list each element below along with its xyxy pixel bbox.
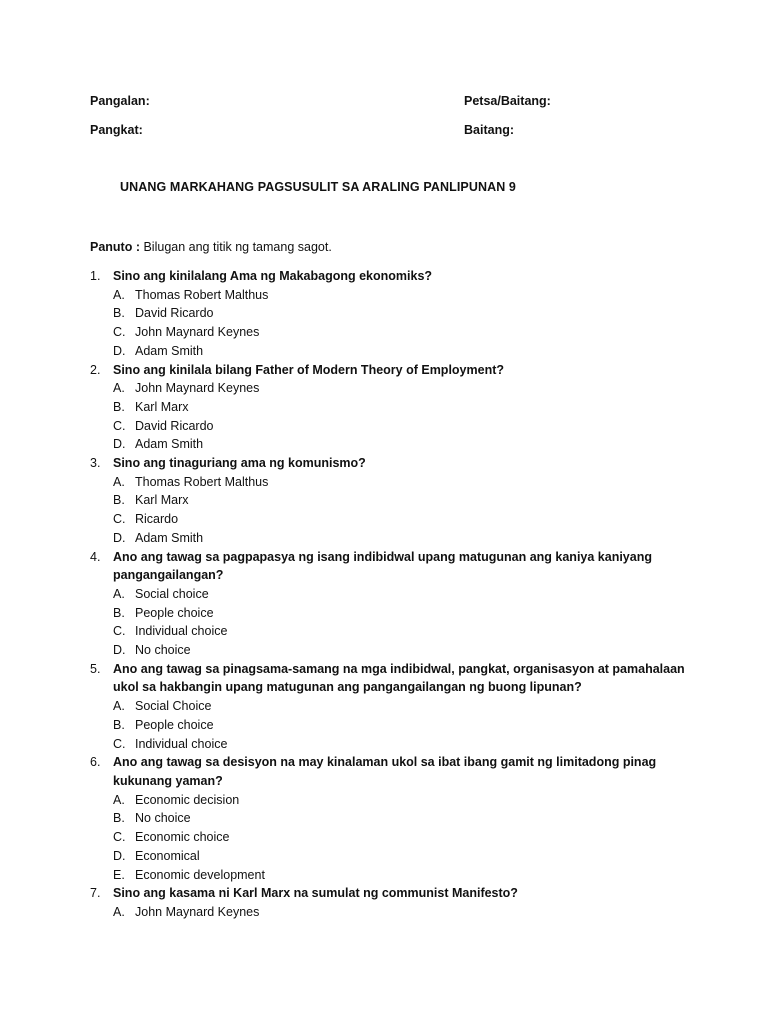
question-text: Ano ang tawag sa pagpapasya ng isang indibidwal upang matugunan ang kaniya kaniyang pangangailangan? <box>113 549 652 583</box>
header-row-1 <box>90 94 690 112</box>
question-text: Sino ang tinaguriang ama ng komunismo? <box>113 456 366 471</box>
question-number: 6. <box>90 755 101 770</box>
answer-choice <box>90 791 690 810</box>
choice-text: John Maynard Keynes <box>135 904 260 919</box>
choice-text: No choice <box>135 811 191 826</box>
instructions-text: Bilugan ang titik ng tamang sagot. <box>140 240 332 254</box>
choice-text: David Ricardo <box>135 306 214 321</box>
question-number: 2. <box>90 362 101 377</box>
question-number: 4. <box>90 549 101 564</box>
choice-letter: D. <box>113 437 126 452</box>
choice-letter: C. <box>113 830 126 845</box>
choice-text: No choice <box>135 643 191 658</box>
question-text: Sino ang kasama ni Karl Marx na sumulat ng communist Manifesto? <box>113 886 518 901</box>
exam-title: UNANG MARKAHANG PAGSUSULIT SA ARALING PANLIPUNAN 9 <box>120 180 516 194</box>
answer-choice <box>90 435 690 454</box>
choice-text: Economic choice <box>135 830 230 845</box>
choice-letter: A. <box>113 287 125 302</box>
question-item <box>90 884 690 903</box>
choice-text: People choice <box>135 605 214 620</box>
choice-text: Thomas Robert Malthus <box>135 474 269 489</box>
choice-letter: A. <box>113 699 125 714</box>
question-item <box>90 361 690 380</box>
answer-choice <box>90 286 690 305</box>
choice-list <box>90 791 690 885</box>
choice-text: Social Choice <box>135 699 212 714</box>
choice-letter: B. <box>113 493 125 508</box>
answer-choice <box>90 529 690 548</box>
question-number: 3. <box>90 456 101 471</box>
answer-choice <box>90 379 690 398</box>
choice-text: Social choice <box>135 586 209 601</box>
choice-text: People choice <box>135 717 214 732</box>
choice-text: Individual choice <box>135 736 228 751</box>
choice-letter: A. <box>113 474 125 489</box>
question-text: Ano ang tawag sa pinagsama-samang na mga indibidwal, pangkat, organisasyon at pamahalaan ukol sa hakbangin upang matugunan ang pangangailangan ng buong lipunan? <box>113 661 685 695</box>
choice-letter: A. <box>113 586 125 601</box>
answer-choice <box>90 809 690 828</box>
choice-letter: A. <box>113 381 125 396</box>
choice-text: John Maynard Keynes <box>135 325 260 340</box>
question-text: Ano ang tawag sa desisyon na may kinalaman ukol sa ibat ibang gamit ng limitadong pinag kukunang yaman? <box>113 755 657 788</box>
answer-choice <box>90 323 690 342</box>
question-item <box>90 454 690 473</box>
answer-choice <box>90 398 690 417</box>
choice-letter: D. <box>113 643 126 658</box>
choice-text: Karl Marx <box>135 399 189 414</box>
choice-text: Individual choice <box>135 624 228 639</box>
choice-list <box>90 697 690 753</box>
answer-choice <box>90 417 690 436</box>
answer-choice <box>90 510 690 529</box>
choice-letter: D. <box>113 343 126 358</box>
choice-letter: B. <box>113 306 125 321</box>
choice-text: Karl Marx <box>135 493 189 508</box>
choice-letter: C. <box>113 736 126 751</box>
answer-choice <box>90 847 690 866</box>
choice-letter: B. <box>113 717 125 732</box>
choice-letter: D. <box>113 848 126 863</box>
choice-text: Adam Smith <box>135 530 204 545</box>
question-item <box>90 660 690 697</box>
instructions <box>90 240 332 254</box>
choice-letter: C. <box>113 512 126 527</box>
choice-text: Adam Smith <box>135 437 204 452</box>
answer-choice <box>90 735 690 754</box>
choice-letter: E. <box>113 867 125 882</box>
choice-text: Economical <box>135 848 200 863</box>
answer-choice <box>90 585 690 604</box>
choice-list <box>90 903 690 922</box>
answer-choice <box>90 604 690 623</box>
answer-choice <box>90 304 690 323</box>
question-number: 1. <box>90 269 101 283</box>
answer-choice <box>90 903 690 922</box>
choice-text: Ricardo <box>135 512 179 527</box>
answer-choice <box>90 697 690 716</box>
choice-list <box>90 379 690 454</box>
question-list <box>90 267 690 922</box>
header-row-2 <box>90 123 690 141</box>
choice-text: David Ricardo <box>135 418 214 433</box>
choice-list <box>90 286 690 361</box>
petsa-baitang-label: Petsa/Baitang: <box>464 94 551 108</box>
choice-text: John Maynard Keynes <box>135 381 260 396</box>
instructions-label: Panuto : <box>90 240 140 254</box>
pangalan-label: Pangalan: <box>90 94 150 108</box>
choice-text: Economic development <box>135 867 265 882</box>
answer-choice <box>90 473 690 492</box>
answer-choice <box>90 828 690 847</box>
choice-letter: D. <box>113 530 126 545</box>
pangkat-label: Pangkat: <box>90 123 143 137</box>
choice-letter: C. <box>113 418 126 433</box>
choice-letter: A. <box>113 904 125 919</box>
choice-text: Economic decision <box>135 792 240 807</box>
choice-letter: A. <box>113 792 125 807</box>
question-item <box>90 753 690 790</box>
question-item <box>90 267 690 286</box>
question-text: Sino ang kinilala bilang Father of Modern Theory of Employment? <box>113 362 505 377</box>
answer-choice <box>90 641 690 660</box>
baitang-label: Baitang: <box>464 123 514 137</box>
question-item <box>90 548 690 585</box>
question-number: 5. <box>90 661 101 676</box>
choice-letter: C. <box>113 325 126 340</box>
choice-letter: B. <box>113 605 125 620</box>
answer-choice <box>90 622 690 641</box>
choice-letter: B. <box>113 399 125 414</box>
choice-letter: B. <box>113 811 125 826</box>
answer-choice <box>90 491 690 510</box>
answer-choice <box>90 716 690 735</box>
choice-list <box>90 585 690 660</box>
choice-list <box>90 473 690 548</box>
answer-choice <box>90 866 690 885</box>
answer-choice <box>90 342 690 361</box>
choice-text: Adam Smith <box>135 343 204 358</box>
choice-text: Thomas Robert Malthus <box>135 287 269 302</box>
question-number: 7. <box>90 886 101 901</box>
question-text: Sino ang kinilalang Ama ng Makabagong ekonomiks? <box>113 269 433 283</box>
choice-letter: C. <box>113 624 126 639</box>
